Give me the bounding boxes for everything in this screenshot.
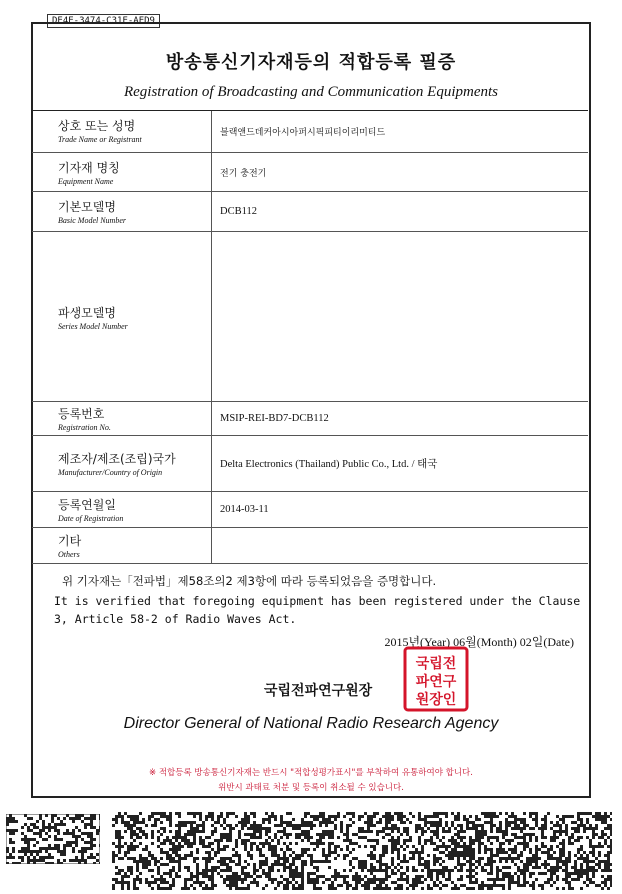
label-en: Date of Registration bbox=[58, 514, 124, 523]
row-series-model bbox=[32, 232, 588, 402]
seal-line: 원장인 bbox=[415, 692, 457, 708]
issue-date: 2015년(Year) 06월(Month) 02일(Date) bbox=[384, 635, 574, 649]
equipment-name-value: 전기 충전기 bbox=[220, 168, 267, 179]
notice-line-1: ※ 적합등록 방송통신기자재는 반드시 "적합성평가표시"를 부착하여 유통하여야 합니다. bbox=[149, 768, 473, 778]
label-ko: 파생모델명 bbox=[58, 306, 116, 320]
row-registrant bbox=[32, 111, 588, 153]
others-value bbox=[212, 528, 588, 563]
notice-line-2: 위반시 과태료 처분 및 등록이 취소될 수 있습니다. bbox=[218, 783, 404, 793]
label-ko: 기본모델명 bbox=[58, 200, 116, 214]
basic-model-value: DCB112 bbox=[220, 206, 257, 217]
barcode-small bbox=[6, 814, 100, 864]
title-korean: 방송통신기자재등의 적합등록 필증 bbox=[165, 52, 457, 73]
statement-english: It is verified that foregoing equipment has been registered under the Clause 3, Article 58-2 of Radio Waves Act. bbox=[54, 594, 581, 626]
label-ko: 제조자/제조(조립)국가 bbox=[58, 452, 176, 466]
label-en: Registration No. bbox=[58, 423, 111, 432]
title-english: Registration of Broadcasting and Communication Equipments bbox=[123, 84, 498, 100]
row-basic-model bbox=[32, 192, 588, 232]
label-en: Basic Model Number bbox=[58, 216, 126, 225]
label-en: Trade Name or Registrant bbox=[58, 135, 142, 144]
barcode-pattern bbox=[112, 812, 612, 890]
official-seal-stamp bbox=[402, 645, 470, 713]
date-of-registration-value: 2014-03-11 bbox=[220, 504, 269, 515]
label-ko: 기타 bbox=[58, 534, 82, 548]
barcode-2d bbox=[112, 812, 612, 890]
seal-line: 파연구 bbox=[415, 674, 457, 690]
label-ko: 등록연월일 bbox=[58, 498, 116, 512]
series-model-value bbox=[212, 232, 588, 401]
issuer-korean: 국립전파연구원장 bbox=[264, 683, 373, 699]
row-manufacturer bbox=[32, 436, 588, 492]
row-equipment-name bbox=[32, 153, 588, 192]
statement-korean: 위 기자재는「전파법」제58조의2 제3항에 따라 등록되었음을 증명합니다. bbox=[62, 574, 437, 588]
registration-no-value: MSIP-REI-BD7-DCB112 bbox=[220, 413, 329, 424]
document-id: DE4E-3474-C31E-AED9 bbox=[47, 14, 160, 28]
seal-line: 국립전 bbox=[415, 656, 457, 672]
manufacturer-value: Delta Electronics (Thailand) Public Co., Ltd. / 태국 bbox=[220, 459, 438, 470]
registration-table bbox=[32, 110, 588, 564]
row-date-of-registration bbox=[32, 492, 588, 528]
label-ko: 등록번호 bbox=[58, 407, 105, 421]
label-en: Series Model Number bbox=[58, 322, 128, 331]
label-ko: 기자재 명칭 bbox=[58, 161, 120, 175]
label-ko: 상호 또는 성명 bbox=[58, 119, 136, 133]
label-en: Others bbox=[58, 550, 80, 559]
row-registration-no bbox=[32, 402, 588, 436]
label-en: Equipment Name bbox=[58, 177, 114, 186]
label-en: Manufacturer/Country of Origin bbox=[58, 468, 163, 477]
row-others bbox=[32, 528, 588, 564]
issuer-english: Director General of National Radio Research Agency bbox=[123, 715, 499, 732]
registrant-value: 블랙앤드데커아시아퍼시픽피티이리미티드 bbox=[220, 128, 386, 138]
